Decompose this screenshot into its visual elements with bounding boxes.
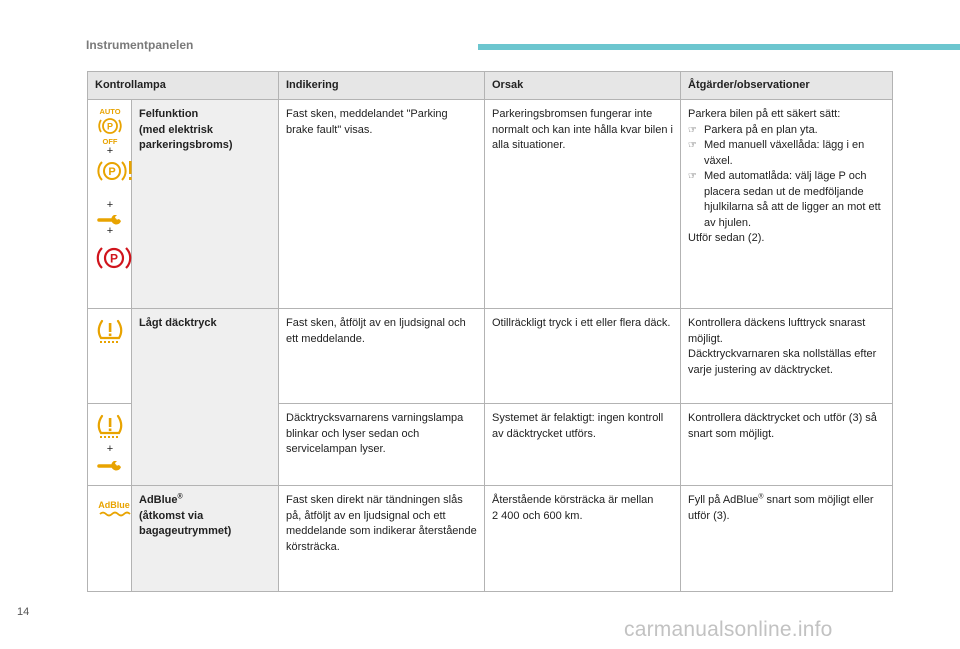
list-item: ☞ Med manuell växellåda: lägg i en växel. [688, 139, 865, 167]
plus-sign: + [106, 225, 114, 237]
auto-park-off-icon [95, 107, 125, 145]
pointing-hand-bullet: ☞ [688, 171, 697, 182]
action-text: Fyll på AdBlue® snart som möjligt eller utför (3). [681, 486, 893, 592]
service-wrench-icon [95, 457, 125, 471]
indication-text: Däcktrycksvarnarens varningslampa blinkar och lyser sedan och servicelampan lyser. [279, 404, 485, 486]
column-header-action: Åtgärder/observationer [681, 72, 893, 100]
svg-text:P: P [108, 166, 116, 178]
cause-text: Parkeringsbromsen fungerar inte normalt och kan inte hålla kvar bilen i alla situationer. [485, 100, 681, 309]
tyre-pressure-icon [95, 318, 125, 346]
lamp-name: Lågt däcktryck [132, 309, 279, 486]
action-text: Kontrollera däcktrycket och utför (3) så snart som möjligt. [681, 404, 893, 486]
table-header-row [88, 72, 893, 100]
lamp-icons-cell [88, 486, 132, 592]
action-steps [688, 123, 886, 232]
pointing-hand-bullet: ☞ [688, 124, 697, 136]
list-item: ☞ Med automatlåda: välj läge P och placera sedan ut de medföljande hjulkilarna så att de ligger an mot ett av hjulen. [688, 170, 881, 229]
svg-text:P: P [109, 251, 119, 266]
page-number: 14 [17, 606, 30, 618]
list-item: ☞ Parkera på en plan yta. [688, 123, 886, 139]
indication-text: Fast sken, meddelandet "Parking brake fault" visas. [279, 100, 485, 309]
warning-lamp-table [87, 71, 893, 592]
cause-text: Otillräckligt tryck i ett eller flera däck. [485, 309, 681, 404]
svg-text:P: P [106, 121, 114, 132]
action-text: Kontrollera däckens lufttryck snarast möjligt. Däcktryckvarnaren ska nollställas efter varje justering av däcktrycket. [681, 309, 893, 404]
cause-text: Systemet är felaktigt: ingen kontroll av däcktrycket utförs. [485, 404, 681, 486]
cause-text: Återstående körsträcka är mellan 2 400 och 600 km. [485, 486, 681, 592]
plus-sign: + [106, 443, 114, 455]
svg-text:AUTO: AUTO [99, 107, 121, 116]
pointing-hand-bullet: ☞ [688, 140, 697, 151]
indication-text: Fast sken, åtföljt av en ljudsignal och ett meddelande. [279, 309, 485, 404]
lamp-name: Felfunktion (med elektrisk parkeringsbroms) [132, 100, 279, 309]
table-row [88, 486, 893, 592]
lamp-icons-cell [88, 404, 132, 486]
action-cell [681, 100, 893, 309]
header-accent-bar [478, 44, 960, 50]
column-header-indication: Indikering [279, 72, 485, 100]
adblue-icon [95, 499, 133, 519]
lamp-icons-cell [88, 100, 132, 309]
parking-brake-fault-icon [95, 157, 135, 185]
plus-sign: + [106, 199, 114, 211]
indication-text: Fast sken direkt när tändningen slås på, åtföljt av en ljudsignal och ett meddelande som indikerar återstående körsträcka. [279, 486, 485, 592]
adblue-icon-label: AdBlue [98, 500, 130, 510]
action-outro: Utför sedan (2). [688, 232, 765, 244]
tyre-pressure-icon [95, 413, 125, 441]
column-header-lamp: Kontrollampa [88, 72, 279, 100]
table-row [88, 309, 893, 404]
column-header-cause: Orsak [485, 72, 681, 100]
service-wrench-icon [95, 211, 125, 225]
lamp-icons-cell [88, 309, 132, 404]
lamp-name: AdBlue® (åtkomst via bagageutrymmet) [132, 486, 279, 592]
plus-sign: + [106, 145, 114, 157]
parking-brake-red-icon [95, 243, 133, 273]
section-title: Instrumentpanelen [86, 38, 194, 52]
table-row [88, 100, 893, 309]
svg-text:OFF: OFF [102, 137, 118, 145]
watermark: carmanualsonline.info [624, 618, 833, 641]
action-intro: Parkera bilen på ett säkert sätt: [688, 108, 841, 120]
